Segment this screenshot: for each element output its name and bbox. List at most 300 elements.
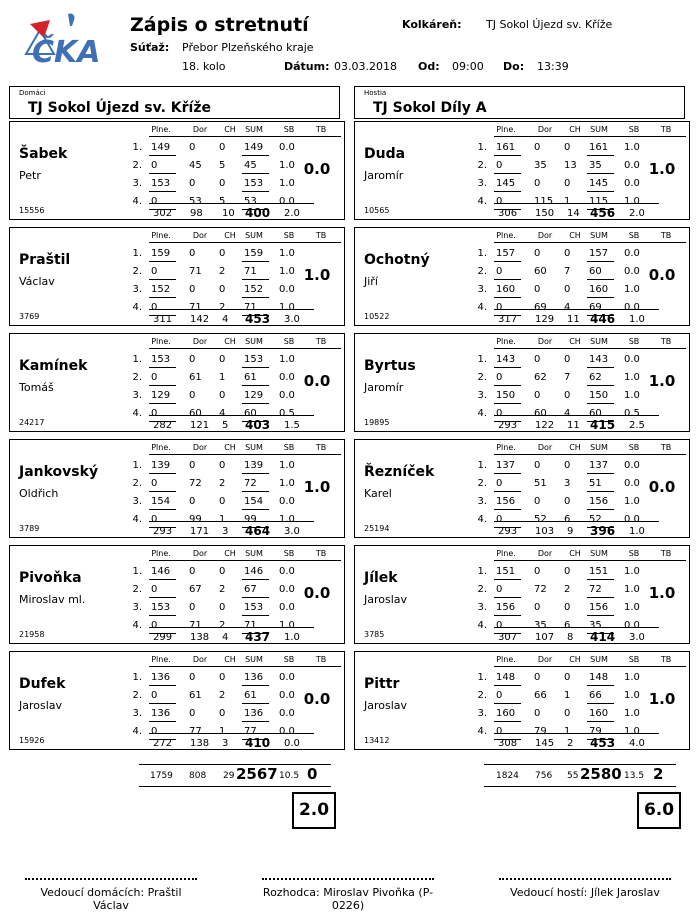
player-total-sum: 415 <box>590 418 616 432</box>
away-team-name: TJ Sokol Díly A <box>373 100 487 116</box>
round-value: 18. kolo <box>182 60 226 73</box>
cell-underline <box>149 615 176 616</box>
lane-cell: 1.0 <box>279 620 295 631</box>
end-time-label: Do: <box>503 60 525 73</box>
player-given-name: Miroslav ml. <box>19 593 86 606</box>
player-total-cell: 302 <box>153 208 173 219</box>
lane-cell: 4 <box>564 408 571 419</box>
lane-cell: 67 <box>244 584 257 595</box>
column-header: Dor <box>537 549 553 558</box>
cell-underline <box>587 615 614 616</box>
cell-underline <box>587 509 614 510</box>
column-header: TB <box>660 337 672 346</box>
lane-cell: 2 <box>219 302 226 313</box>
cell-underline <box>587 721 614 722</box>
lane-cell: 79 <box>589 726 602 737</box>
lane-cell: 0.0 <box>279 496 295 507</box>
cka-logo <box>20 10 102 72</box>
lane-cell: 0.0 <box>624 160 640 171</box>
player-registration-number: 19895 <box>364 418 390 427</box>
lane-cell: 0 <box>189 566 196 577</box>
cell-underline <box>587 491 614 492</box>
away-team-box <box>354 86 685 119</box>
player-total-cell: 121 <box>190 420 210 431</box>
lane-cell: 1.0 <box>624 708 640 719</box>
home-result-box: 2.0 <box>292 792 336 829</box>
column-header: Plne. <box>151 125 171 134</box>
lane-cell: 0.0 <box>279 284 295 295</box>
player-total-cell: 1.0 <box>284 632 300 643</box>
player-total-cell: 14 <box>567 208 580 219</box>
player-total-cell: 299 <box>153 632 173 643</box>
lane-number: 1. <box>132 248 142 259</box>
lane-cell: 61 <box>244 372 257 383</box>
cell-underline <box>149 685 176 686</box>
player-surname: Pivoňka <box>19 570 82 586</box>
lane-cell: 161 <box>589 142 609 153</box>
column-header: SUM <box>590 337 608 346</box>
player-total-cell: 8 <box>567 632 574 643</box>
lane-number: 1. <box>477 142 487 153</box>
player-total-cell: 98 <box>190 208 203 219</box>
cell-underline <box>149 155 176 156</box>
lane-cell: 66 <box>534 690 547 701</box>
page-title: Zápis o stretnutí <box>130 14 309 36</box>
player-total-cell: 293 <box>498 526 518 537</box>
home-total-tb: 0 <box>307 765 318 783</box>
lane-cell: 0 <box>564 566 571 577</box>
sum-divider <box>494 627 659 628</box>
column-header: SB <box>628 655 640 664</box>
column-header: Plne. <box>151 655 171 664</box>
lane-cell: 0 <box>534 672 541 683</box>
lane-cell: 152 <box>151 284 171 295</box>
lane-cell: 151 <box>496 566 516 577</box>
lane-cell: 1.0 <box>279 478 295 489</box>
lane-cell: 0 <box>219 248 226 259</box>
player-given-name: Petr <box>19 169 41 182</box>
lane-cell: 153 <box>244 178 264 189</box>
header-divider <box>494 666 686 667</box>
player-registration-number: 10565 <box>364 206 390 215</box>
cell-underline <box>149 597 176 598</box>
cell-underline <box>242 509 269 510</box>
away-player-box <box>354 439 690 538</box>
player-given-name: Jaromír <box>364 169 404 182</box>
home-total-underline <box>139 786 331 787</box>
player-total-sum: 453 <box>245 312 271 326</box>
lane-cell: 150 <box>589 390 609 401</box>
player-given-name: Tomáš <box>19 381 54 394</box>
player-total-cell: 293 <box>153 526 173 537</box>
player-total-cell: 311 <box>153 314 173 325</box>
column-header: Plne. <box>496 549 516 558</box>
lane-cell: 1.0 <box>624 390 640 401</box>
lane-cell: 149 <box>151 142 171 153</box>
cell-underline <box>494 261 521 262</box>
lane-cell: 0 <box>496 478 503 489</box>
column-header: TB <box>315 655 327 664</box>
player-total-cell: 10 <box>222 208 235 219</box>
lane-cell: 1.0 <box>279 302 295 313</box>
away-total-tb: 2 <box>653 765 664 783</box>
lane-number: 3. <box>132 390 142 401</box>
lane-cell: 1.0 <box>279 354 295 365</box>
competition-label: Súťaž: <box>130 41 170 54</box>
sum-divider <box>494 521 659 522</box>
home-player-box <box>9 227 345 326</box>
lane-cell: 0 <box>219 284 226 295</box>
lane-cell: 145 <box>496 178 516 189</box>
lane-cell: 61 <box>189 690 202 701</box>
lane-cell: 1 <box>219 726 226 737</box>
column-header: CH <box>224 125 236 134</box>
lane-cell: 0.0 <box>279 566 295 577</box>
lane-cell: 0 <box>564 284 571 295</box>
away-total-underline <box>484 786 676 787</box>
column-header: Dor <box>537 125 553 134</box>
lane-cell: 0 <box>534 248 541 259</box>
player-given-name: Jaromír <box>364 381 404 394</box>
lane-cell: 0.0 <box>279 584 295 595</box>
lane-cell: 0 <box>189 602 196 613</box>
lane-cell: 0 <box>151 584 158 595</box>
lane-cell: 0 <box>189 354 196 365</box>
player-surname: Šabek <box>19 146 68 162</box>
cell-underline <box>242 191 269 192</box>
lane-number: 2. <box>477 160 487 171</box>
home-player-box <box>9 439 345 538</box>
lane-number: 2. <box>132 584 142 595</box>
lane-cell: 0 <box>496 514 503 525</box>
cell-underline <box>587 473 614 474</box>
player-total-cell: 145 <box>535 738 555 749</box>
lane-cell: 0 <box>219 460 226 471</box>
column-header: SUM <box>590 231 608 240</box>
header-divider <box>149 454 341 455</box>
lane-cell: 0 <box>151 266 158 277</box>
lane-cell: 67 <box>189 584 202 595</box>
cell-underline <box>242 597 269 598</box>
player-total-cell: 9 <box>567 526 574 537</box>
lane-cell: 139 <box>244 460 264 471</box>
player-total-cell: 3 <box>222 738 229 749</box>
home-team-name: TJ Sokol Újezd sv. Kříže <box>28 100 211 116</box>
cell-underline <box>242 155 269 156</box>
lane-number: 1. <box>132 672 142 683</box>
header-divider <box>494 242 686 243</box>
cell-underline <box>149 261 176 262</box>
cell-underline <box>587 703 614 704</box>
lane-cell: 0 <box>496 372 503 383</box>
header-divider <box>149 560 341 561</box>
player-total-cell: 317 <box>498 314 518 325</box>
home-total-sb: 10.5 <box>279 771 300 781</box>
column-header: SB <box>283 125 295 134</box>
column-header: CH <box>224 549 236 558</box>
home-total-sum: 2567 <box>236 765 278 783</box>
lane-cell: 136 <box>151 672 171 683</box>
lane-number: 4. <box>477 620 487 631</box>
player-total-cell: 282 <box>153 420 173 431</box>
lane-cell: 72 <box>189 478 202 489</box>
column-header: Plne. <box>151 549 171 558</box>
cell-underline <box>494 721 521 722</box>
column-header: TB <box>660 231 672 240</box>
lane-cell: 129 <box>244 390 264 401</box>
player-total-sum: 396 <box>590 524 616 538</box>
lane-cell: 72 <box>589 584 602 595</box>
player-total-cell: 308 <box>498 738 518 749</box>
player-total-cell: 5 <box>222 420 229 431</box>
lane-cell: 0.0 <box>624 302 640 313</box>
player-total-cell: 138 <box>190 632 210 643</box>
start-time-label: Od: <box>418 60 440 73</box>
cell-underline <box>242 279 269 280</box>
lane-cell: 60 <box>189 408 202 419</box>
lane-number: 4. <box>477 514 487 525</box>
player-total-cell: 2 <box>567 738 574 749</box>
lane-cell: 0.0 <box>279 142 295 153</box>
cell-underline <box>242 615 269 616</box>
player-team-points: 0.0 <box>648 266 676 284</box>
lane-number: 3. <box>132 496 142 507</box>
column-header: SUM <box>590 655 608 664</box>
cell-underline <box>494 491 521 492</box>
sum-divider <box>149 309 314 310</box>
lane-cell: 0 <box>219 566 226 577</box>
sum-divider <box>149 415 314 416</box>
header-divider <box>494 560 686 561</box>
lane-cell: 0.0 <box>279 726 295 737</box>
cell-underline <box>494 509 521 510</box>
lane-cell: 0.0 <box>279 372 295 383</box>
player-total-cell: 103 <box>535 526 555 537</box>
player-team-points: 1.0 <box>648 584 676 602</box>
lane-number: 3. <box>477 496 487 507</box>
column-header: Dor <box>192 655 208 664</box>
lane-cell: 1.0 <box>624 672 640 683</box>
lane-cell: 0.0 <box>624 620 640 631</box>
lane-cell: 0.0 <box>279 708 295 719</box>
player-total-cell: 4.0 <box>629 738 645 749</box>
cell-underline <box>149 403 176 404</box>
column-header: Dor <box>537 655 553 664</box>
lane-number: 1. <box>132 354 142 365</box>
lane-cell: 129 <box>151 390 171 401</box>
column-header: Dor <box>192 549 208 558</box>
lane-cell: 0.0 <box>624 248 640 259</box>
column-header: SUM <box>590 549 608 558</box>
lane-number: 3. <box>477 284 487 295</box>
column-header: Dor <box>537 231 553 240</box>
sum-divider <box>149 733 314 734</box>
lane-cell: 60 <box>589 408 602 419</box>
player-total-cell: 4 <box>222 632 229 643</box>
cell-underline <box>149 509 176 510</box>
column-header: Plne. <box>496 337 516 346</box>
cell-underline <box>242 703 269 704</box>
player-total-cell: 306 <box>498 208 518 219</box>
cell-underline <box>242 297 269 298</box>
lane-cell: 1 <box>219 514 226 525</box>
lane-cell: 5 <box>219 196 226 207</box>
lane-number: 2. <box>477 478 487 489</box>
lane-number: 1. <box>132 142 142 153</box>
lane-cell: 1.0 <box>624 690 640 701</box>
player-registration-number: 21958 <box>19 630 45 639</box>
away-player-box <box>354 121 690 220</box>
cell-underline <box>242 579 269 580</box>
cell-underline <box>149 473 176 474</box>
lane-cell: 0 <box>496 160 503 171</box>
player-registration-number: 3785 <box>364 630 385 639</box>
lane-cell: 72 <box>534 584 547 595</box>
date-value: 03.03.2018 <box>334 60 397 73</box>
cell-underline <box>494 173 521 174</box>
player-team-points: 0.0 <box>303 690 331 708</box>
lane-number: 4. <box>477 302 487 313</box>
player-total-cell: 2.0 <box>629 208 645 219</box>
referee-signature-line <box>262 878 434 880</box>
cell-underline <box>242 491 269 492</box>
column-header: CH <box>569 549 581 558</box>
cell-underline <box>494 615 521 616</box>
venue-label: Kolkáreň: <box>402 18 462 31</box>
lane-cell: 13 <box>564 160 577 171</box>
lane-number: 2. <box>132 160 142 171</box>
lane-cell: 157 <box>589 248 609 259</box>
lane-cell: 0 <box>189 284 196 295</box>
lane-cell: 52 <box>589 514 602 525</box>
player-total-cell: 150 <box>535 208 555 219</box>
lane-number: 2. <box>477 584 487 595</box>
cell-underline <box>587 367 614 368</box>
cell-underline <box>587 191 614 192</box>
lane-cell: 66 <box>589 690 602 701</box>
cell-underline <box>587 279 614 280</box>
header-divider <box>149 136 341 137</box>
lane-cell: 0 <box>189 178 196 189</box>
player-surname: Jílek <box>364 570 398 586</box>
player-surname: Duda <box>364 146 406 162</box>
lane-cell: 0 <box>534 284 541 295</box>
column-header: SB <box>283 655 295 664</box>
lane-number: 4. <box>477 726 487 737</box>
player-registration-number: 24217 <box>19 418 45 427</box>
player-total-cell: 3.0 <box>284 526 300 537</box>
column-header: CH <box>224 337 236 346</box>
lane-cell: 136 <box>244 672 264 683</box>
player-registration-number: 3789 <box>19 524 40 533</box>
lane-cell: 148 <box>496 672 516 683</box>
lane-cell: 1.0 <box>279 160 295 171</box>
lane-cell: 71 <box>244 266 257 277</box>
lane-cell: 69 <box>534 302 547 313</box>
column-header: Plne. <box>151 337 171 346</box>
sum-divider <box>494 733 659 734</box>
lane-number: 2. <box>132 372 142 383</box>
lane-cell: 3 <box>564 478 571 489</box>
lane-cell: 0.0 <box>279 602 295 613</box>
player-team-points: 0.0 <box>648 478 676 496</box>
lane-cell: 143 <box>496 354 516 365</box>
column-header: Dor <box>192 231 208 240</box>
lane-cell: 0 <box>151 302 158 313</box>
cell-underline <box>494 297 521 298</box>
lane-number: 4. <box>132 620 142 631</box>
lane-number: 3. <box>132 708 142 719</box>
lane-cell: 0 <box>534 496 541 507</box>
lane-cell: 1.0 <box>279 266 295 277</box>
lane-cell: 0 <box>564 708 571 719</box>
column-header: SB <box>283 549 295 558</box>
player-registration-number: 13412 <box>364 736 390 745</box>
player-surname: Dufek <box>19 676 66 692</box>
lane-number: 2. <box>477 372 487 383</box>
player-total-cell: 0.0 <box>284 738 300 749</box>
column-header: SUM <box>245 231 263 240</box>
column-header: Dor <box>537 443 553 452</box>
lane-cell: 159 <box>151 248 171 259</box>
column-header: TB <box>660 549 672 558</box>
lane-cell: 60 <box>534 408 547 419</box>
lane-cell: 0.0 <box>624 460 640 471</box>
lane-cell: 7 <box>564 372 571 383</box>
column-header: SB <box>628 443 640 452</box>
home-total-line <box>139 764 331 765</box>
player-total-cell: 171 <box>190 526 210 537</box>
player-surname: Pittr <box>364 676 400 692</box>
lane-cell: 0 <box>189 496 196 507</box>
referee: Rozhodca: Miroslav Pivoňka (P-0226) <box>262 886 434 912</box>
lane-number: 1. <box>477 248 487 259</box>
lane-cell: 79 <box>534 726 547 737</box>
lane-cell: 160 <box>589 284 609 295</box>
player-registration-number: 10522 <box>364 312 390 321</box>
away-result-box: 6.0 <box>637 792 681 829</box>
lane-cell: 61 <box>189 372 202 383</box>
lane-cell: 0 <box>219 602 226 613</box>
lane-cell: 153 <box>244 354 264 365</box>
cell-underline <box>242 473 269 474</box>
lane-cell: 151 <box>589 566 609 577</box>
cell-underline <box>494 367 521 368</box>
player-total-cell: 272 <box>153 738 173 749</box>
column-header: Plne. <box>496 125 516 134</box>
lane-cell: 6 <box>564 620 571 631</box>
player-given-name: Jiří <box>364 275 378 288</box>
player-registration-number: 3769 <box>19 312 40 321</box>
lane-cell: 0 <box>219 672 226 683</box>
lane-cell: 0 <box>534 354 541 365</box>
player-total-sum: 410 <box>245 736 271 750</box>
lane-cell: 1.0 <box>624 142 640 153</box>
lane-cell: 5 <box>219 160 226 171</box>
column-header: CH <box>224 231 236 240</box>
player-total-sum: 400 <box>245 206 271 220</box>
lane-cell: 99 <box>189 514 202 525</box>
lane-cell: 1.0 <box>624 602 640 613</box>
header-divider <box>494 454 686 455</box>
cell-underline <box>242 385 269 386</box>
player-total-cell: 1.5 <box>284 420 300 431</box>
player-team-points: 1.0 <box>648 160 676 178</box>
column-header: Dor <box>192 125 208 134</box>
lane-cell: 156 <box>589 602 609 613</box>
home-total-ch: 29 <box>223 771 235 781</box>
lane-number: 2. <box>132 266 142 277</box>
